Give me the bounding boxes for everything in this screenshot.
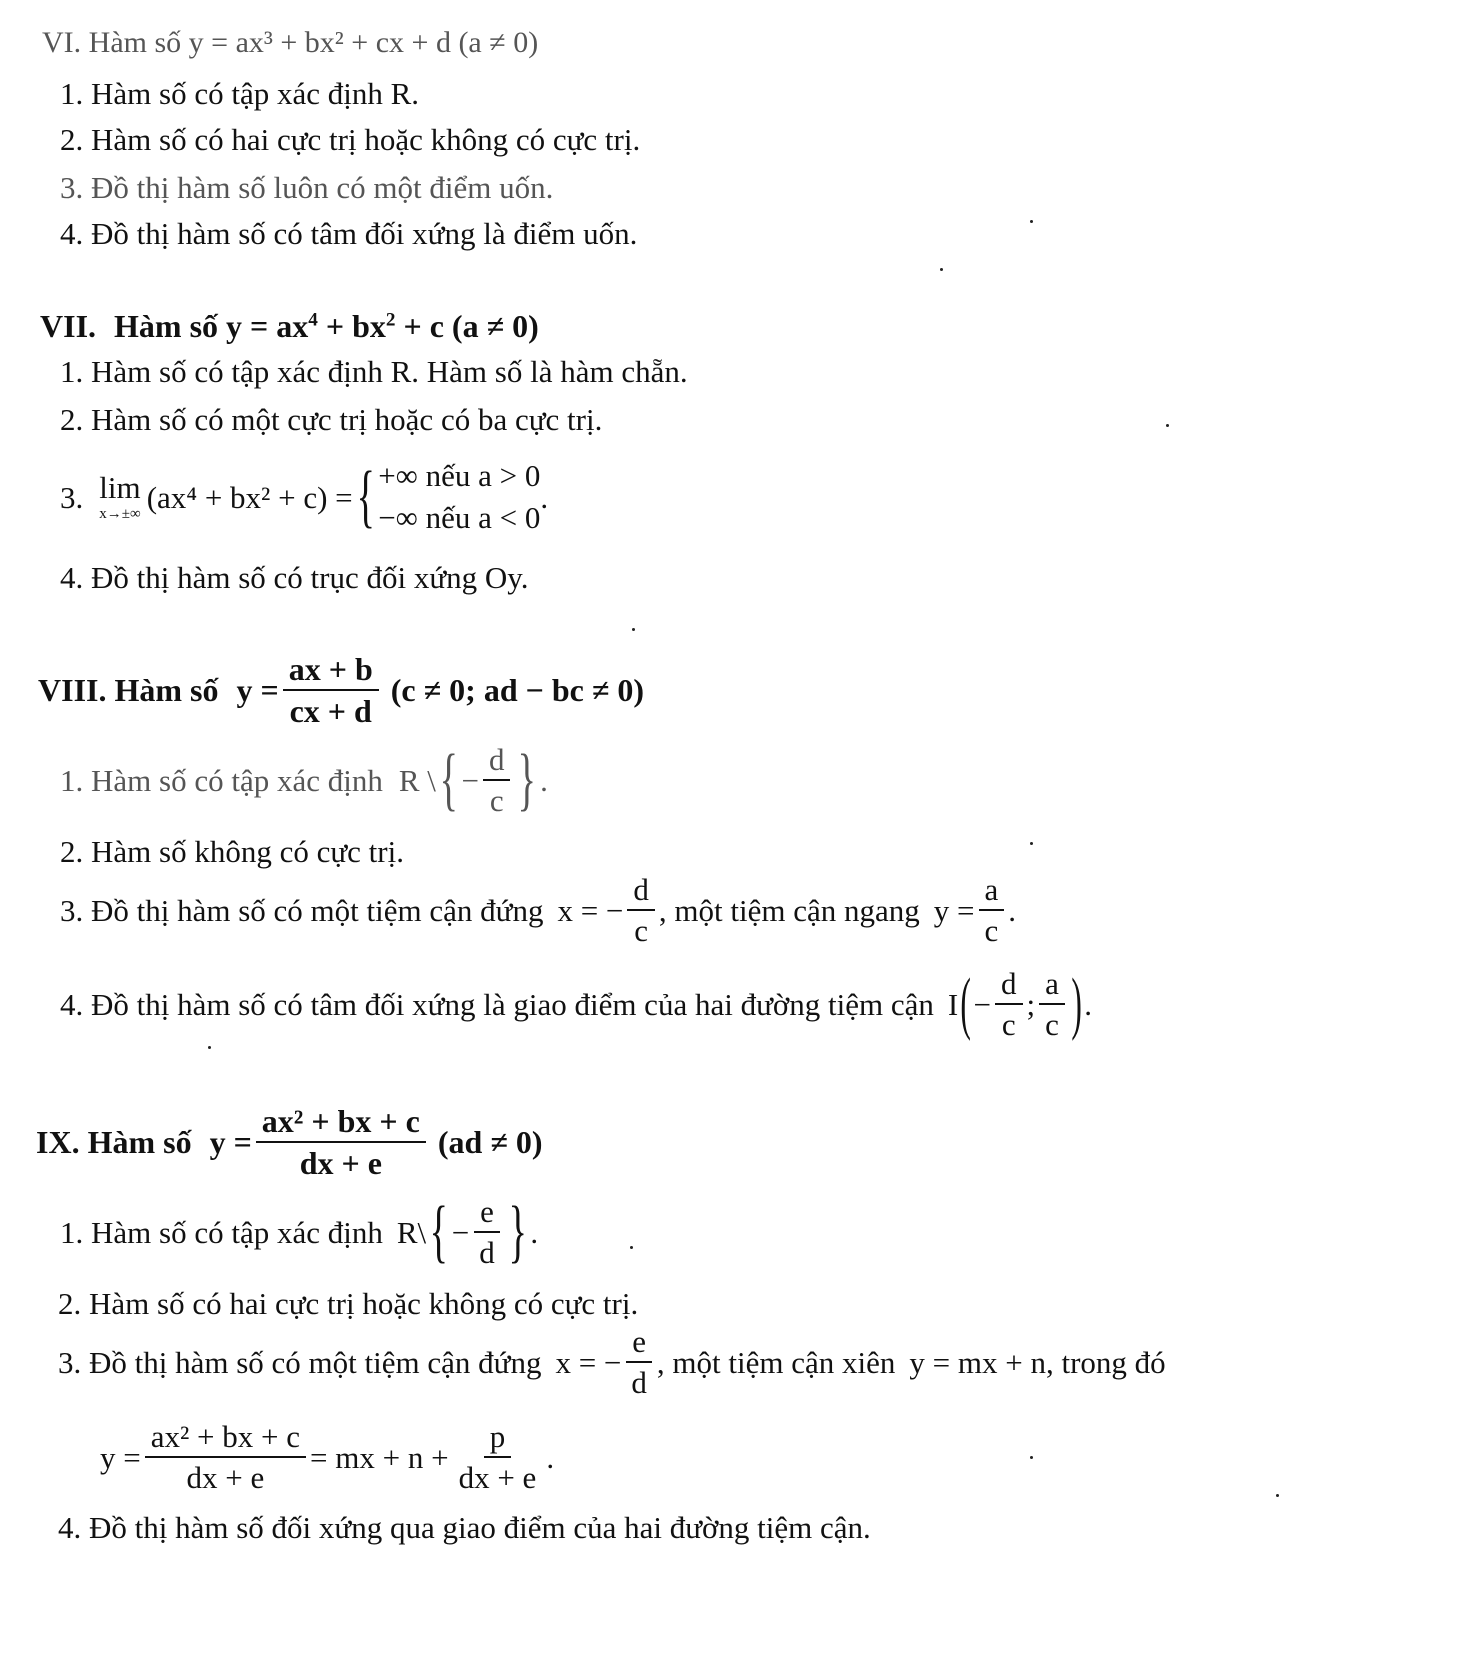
limit-expression (99, 472, 140, 522)
section-vi-heading: VI. Hàm số y = ax³ + bx² + cx + d (a ≠ 0) (42, 26, 539, 59)
piecewise-case-1: +∞ nếu a > 0 (378, 458, 541, 494)
section-ix-item-3-mid: , một tiệm cận xiên (656, 1344, 896, 1380)
symmetry-point-label: I (947, 986, 959, 1022)
limit-function: (ax⁴ + bx² + c) = (146, 479, 353, 515)
section-vi-item-4: 4. Đồ thị hàm số có tâm đối xứng là điểm uốn. (60, 216, 638, 251)
section-vii-text: Hàm số y = ax (114, 308, 309, 344)
horizontal-asymptote-y: y = (933, 892, 975, 928)
symmetry-y-fraction (1039, 968, 1065, 1040)
paren-left: ( (960, 965, 972, 1042)
piecewise-brace: { (356, 458, 375, 535)
section-ix-item-1-text: 1. Hàm số có tập xác định (60, 1214, 383, 1250)
set-brace-left: { (439, 741, 458, 818)
fraction-denominator: c (984, 913, 999, 948)
limit-word: lim (99, 470, 141, 505)
section-vii-heading (40, 310, 539, 342)
section-vii-sup-2: 2 (385, 309, 396, 331)
vertical-asymptote-fraction (625, 1326, 653, 1398)
fraction-numerator: ax² + bx + c (145, 1421, 306, 1458)
section-ix-item-3-text: 3. Đồ thị hàm số có một tiệm cận đứng (58, 1344, 542, 1380)
fraction-numerator: e (626, 1326, 652, 1363)
section-viii-item-3-text: 3. Đồ thị hàm số có một tiệm cận đứng (60, 892, 544, 928)
formula-fraction-1 (145, 1421, 306, 1493)
fraction-numerator: ax + b (283, 653, 379, 691)
scan-speck (208, 1046, 211, 1049)
horizontal-asymptote-fraction (979, 874, 1005, 946)
section-ix-item-2: 2. Hàm số có hai cực trị hoặc không có cực trị. (58, 1286, 639, 1321)
fraction-numerator: d (995, 968, 1023, 1005)
fraction-denominator: d (631, 1365, 647, 1400)
section-vii-item-1: 1. Hàm số có tập xác định R. Hàm số là hàm chẵn. (60, 354, 688, 389)
fraction-denominator: c (634, 913, 649, 948)
section-viii-y: y = (236, 672, 279, 708)
section-viii-item-1-text: 1. Hàm số có tập xác định (60, 762, 383, 798)
fraction-numerator: a (1039, 968, 1065, 1005)
section-vii-item-4: 4. Đồ thị hàm số có trục đối xứng Oy. (60, 560, 529, 595)
formula-middle: = mx + n + (310, 1439, 449, 1475)
fraction-denominator: c (1001, 1007, 1016, 1042)
piecewise-cases (378, 455, 540, 539)
section-ix-formula: y = $\frac{\text{ax² + bx + c}}{dx + e}$ = mx + n + $\frac{p}{dx + e}$ . (100, 1419, 555, 1495)
set-r: R\ (396, 1214, 427, 1250)
piecewise-case-2: −∞ nếu a < 0 (378, 500, 541, 535)
symmetry-x-fraction (995, 968, 1023, 1040)
section-viii-item-3: 3. Đồ thị hàm số có một tiệm cận đứng x = − $\frac{d}{c}$ , một tiệm cận ngang y = $\frac{a}{c}$ . (60, 872, 1017, 948)
formula-y: y = (100, 1439, 141, 1475)
section-ix-item-3-end: , trong đó (1045, 1344, 1166, 1380)
scan-speck (1030, 1456, 1033, 1459)
fraction-denominator: dx + e (458, 1460, 537, 1495)
fraction-denominator: cx + d (289, 693, 372, 729)
fraction-numerator: p (484, 1421, 512, 1458)
fraction-numerator: ax² + bx + c (256, 1105, 426, 1143)
set-brace-right: } (518, 741, 537, 818)
section-ix-heading (36, 1100, 543, 1184)
fraction-denominator: c (489, 783, 504, 818)
fraction-numerator: e (474, 1196, 500, 1233)
set-fraction (483, 744, 511, 816)
scan-speck (1030, 842, 1033, 845)
vertical-asymptote-x: x = − (555, 1344, 622, 1380)
set-brace-left: { (429, 1193, 449, 1270)
section-vi-item-2: 2. Hàm số có hai cực trị hoặc không có cực trị. (60, 122, 641, 157)
scan-speck (1276, 1494, 1279, 1497)
section-vii-label: VII. (40, 308, 97, 344)
section-viii-item-2: 2. Hàm số không có cực trị. (60, 834, 404, 869)
limit-subscript: x→±∞ (99, 506, 141, 522)
fraction-denominator: dx + e (299, 1145, 382, 1181)
section-vi-item-1: 1. Hàm số có tập xác định R. (60, 76, 420, 111)
section-vii-sup-1: 4 (308, 309, 318, 331)
scan-speck (940, 268, 943, 271)
section-ix-condition: (ad ≠ 0) (437, 1124, 543, 1160)
set-brace-right: } (508, 1193, 527, 1270)
scan-speck (1166, 424, 1169, 427)
fraction-numerator: a (979, 874, 1005, 911)
section-viii-condition: (c ≠ 0; ad − bc ≠ 0) (390, 672, 645, 708)
scan-speck (630, 1246, 633, 1249)
fraction-denominator: c (1045, 1007, 1059, 1042)
vertical-asymptote-x: x = − (557, 892, 624, 928)
scan-speck (1030, 220, 1033, 223)
vertical-asymptote-fraction (627, 874, 655, 946)
fraction-numerator: d (483, 744, 511, 781)
fraction-numerator: d (627, 874, 655, 911)
fraction-denominator: d (479, 1235, 495, 1270)
formula-fraction-2 (453, 1421, 543, 1493)
section-viii-item-3-mid: , một tiệm cận ngang (658, 892, 920, 928)
oblique-asymptote: y = mx + n (909, 1344, 1046, 1380)
section-viii-label: VIII. Hàm số (38, 672, 219, 708)
section-vii-mid: + bx (317, 308, 386, 344)
section-vii-item-2: 2. Hàm số có một cực trị hoặc có ba cực trị. (60, 402, 603, 437)
section-ix-item-4: 4. Đồ thị hàm số đối xứng qua giao điểm của hai đường tiệm cận. (58, 1510, 871, 1545)
section-vii-item-3-number: 3. (60, 479, 84, 515)
section-viii-item-4-text: 4. Đồ thị hàm số có tâm đối xứng là giao điểm của hai đường tiệm cận (60, 986, 934, 1022)
section-viii-item-4: 4. Đồ thị hàm số có tâm đối xứng là giao điểm của hai đường tiệm cận I ( − $\frac{d}{c}$ ; $\frac{a}{c}$ ) . (60, 965, 1092, 1042)
fraction-denominator: dx + e (186, 1460, 265, 1495)
set-fraction (473, 1196, 501, 1268)
scan-speck (632, 628, 635, 631)
section-viii-fraction (283, 653, 379, 727)
section-ix-label: IX. Hàm số (36, 1124, 192, 1160)
section-vii-item-3: 3. lim x→±∞ (ax⁴ + bx² + c) = { +∞ nếu a > 0 −∞ nếu a < 0 . (60, 452, 548, 542)
section-ix-item-1: 1. Hàm số có tập xác định R\ { − $\frac{e}{d}$ } . (60, 1193, 539, 1270)
section-viii-item-1: 1. Hàm số có tập xác định R \ { − $\frac{d}{c}$ } . (60, 741, 548, 818)
section-vii-end: + c (a ≠ 0) (395, 308, 539, 344)
paren-right: ) (1071, 965, 1082, 1042)
set-r: R \ (398, 762, 436, 798)
section-vi-item-3: 3. Đồ thị hàm số luôn có một điểm uốn. (60, 170, 554, 205)
section-viii-heading (38, 650, 644, 730)
section-ix-y: y = (209, 1124, 252, 1160)
section-ix-item-3 (58, 1322, 1166, 1402)
section-ix-fraction (256, 1105, 426, 1179)
